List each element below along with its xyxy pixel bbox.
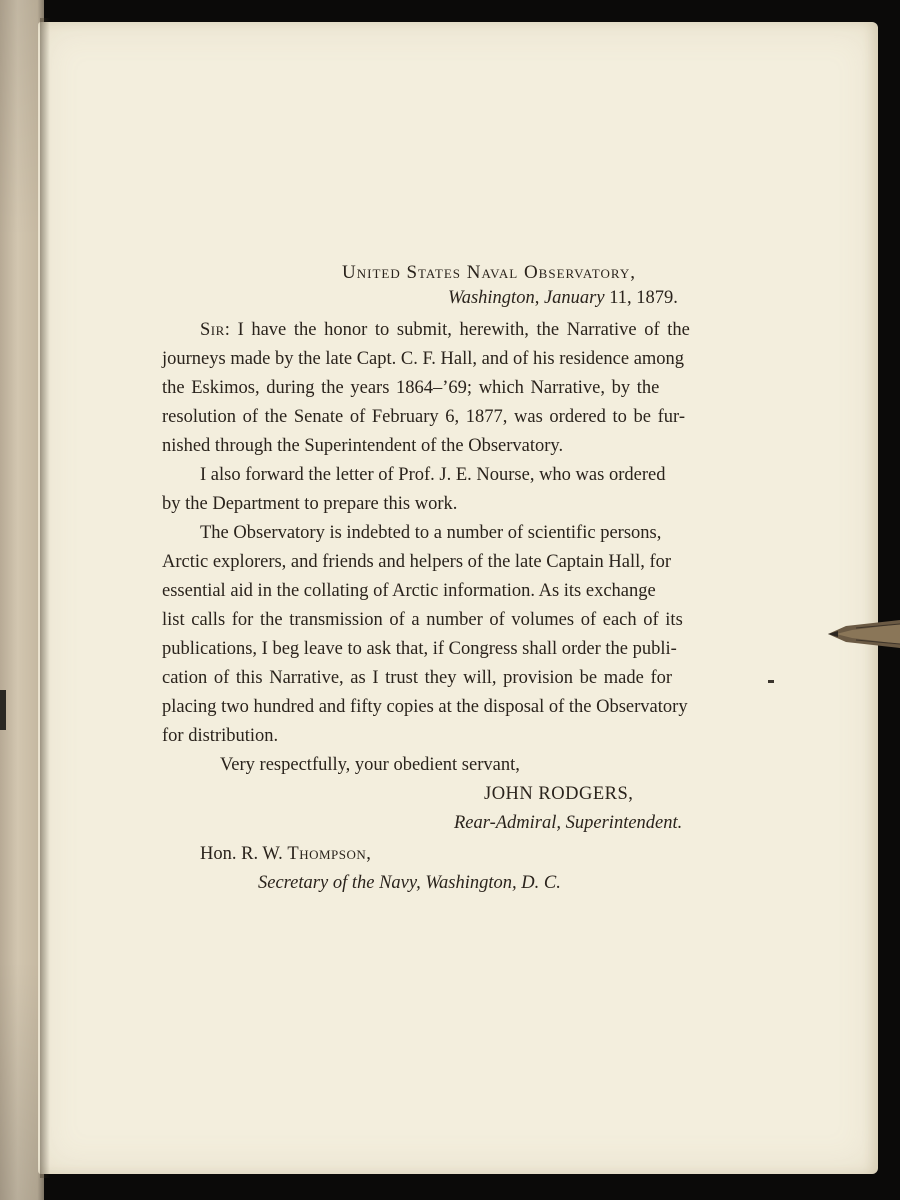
body-line-10: essential aid in the collating of Arctic information. As its exchange [162, 581, 656, 601]
body-line-14: placing two hundred and fifty copies at the disposal of the Observatory [162, 697, 688, 717]
body-line-4: resolution of the Senate of February 6, 1877, was ordered to be fur- [162, 407, 685, 427]
addressee-dc: D. C. [521, 873, 561, 893]
body-line-1 [200, 320, 762, 341]
signature-title: Rear-Admiral, Superintendent. [454, 813, 683, 833]
heading-institution: United States Naval Observatory, [342, 262, 636, 283]
edge-mark [0, 690, 6, 730]
body-line-9: Arctic explorers, and friends and helpers of the late Captain Hall, for [162, 552, 672, 572]
body-line-6: I also forward the letter of Prof. J. E. Nourse, who was ordered [200, 465, 666, 485]
addressee-name: Thompson, [287, 844, 372, 864]
body-line-12: publications, I beg leave to ask that, if Congress shall order the publi- [162, 639, 677, 659]
closing: Very respectfully, your obedient servant, [220, 755, 520, 775]
salutation: Sir [200, 320, 225, 340]
page-speck [768, 680, 774, 683]
body-line-15: for distribution. [162, 726, 279, 746]
body-line-8: The Observatory is indebted to a number of scientific persons, [200, 523, 662, 543]
heading-day-year: 11, 1879. [609, 288, 678, 308]
heading-date-line [448, 288, 678, 309]
heading-place: Washington [448, 288, 535, 308]
addressee-role-2: Navy, [379, 873, 421, 893]
body-line-1-text: I have the honor to submit, herewith, the Narrative of the [237, 320, 690, 340]
body-line-5: nished through the Superintendent of the Observatory. [162, 436, 564, 456]
body-line-3: the Eskimos, during the years 1864–’69; which Narrative, by the [162, 378, 660, 398]
heading-sep: , [534, 288, 540, 308]
addressee-prefix: Hon. R. W. [200, 844, 283, 864]
body-line-2: journeys made by the late Capt. C. F. Hall, and of his residence among [162, 349, 685, 369]
body-line-7: by the Department to prepare this work. [162, 494, 458, 514]
addressee-role-line [258, 873, 561, 894]
body-line-11: list calls for the transmission of a number of volumes of each of its [162, 610, 683, 630]
salutation-colon: : [224, 320, 230, 340]
signature-name: JOHN RODGERS, [484, 784, 634, 804]
addressee-role-1: Secretary [258, 873, 329, 893]
pencil-tip-icon [826, 612, 900, 656]
addressee-role-of: of the [332, 873, 375, 893]
gutter-shadow [40, 18, 50, 1178]
addressee-line [200, 844, 371, 865]
body-line-13: cation of this Narrative, as I trust they will, provision be made for [162, 668, 673, 688]
heading-month: January [543, 288, 605, 308]
addressee-place: Washington, [425, 873, 517, 893]
book-page [38, 22, 878, 1174]
